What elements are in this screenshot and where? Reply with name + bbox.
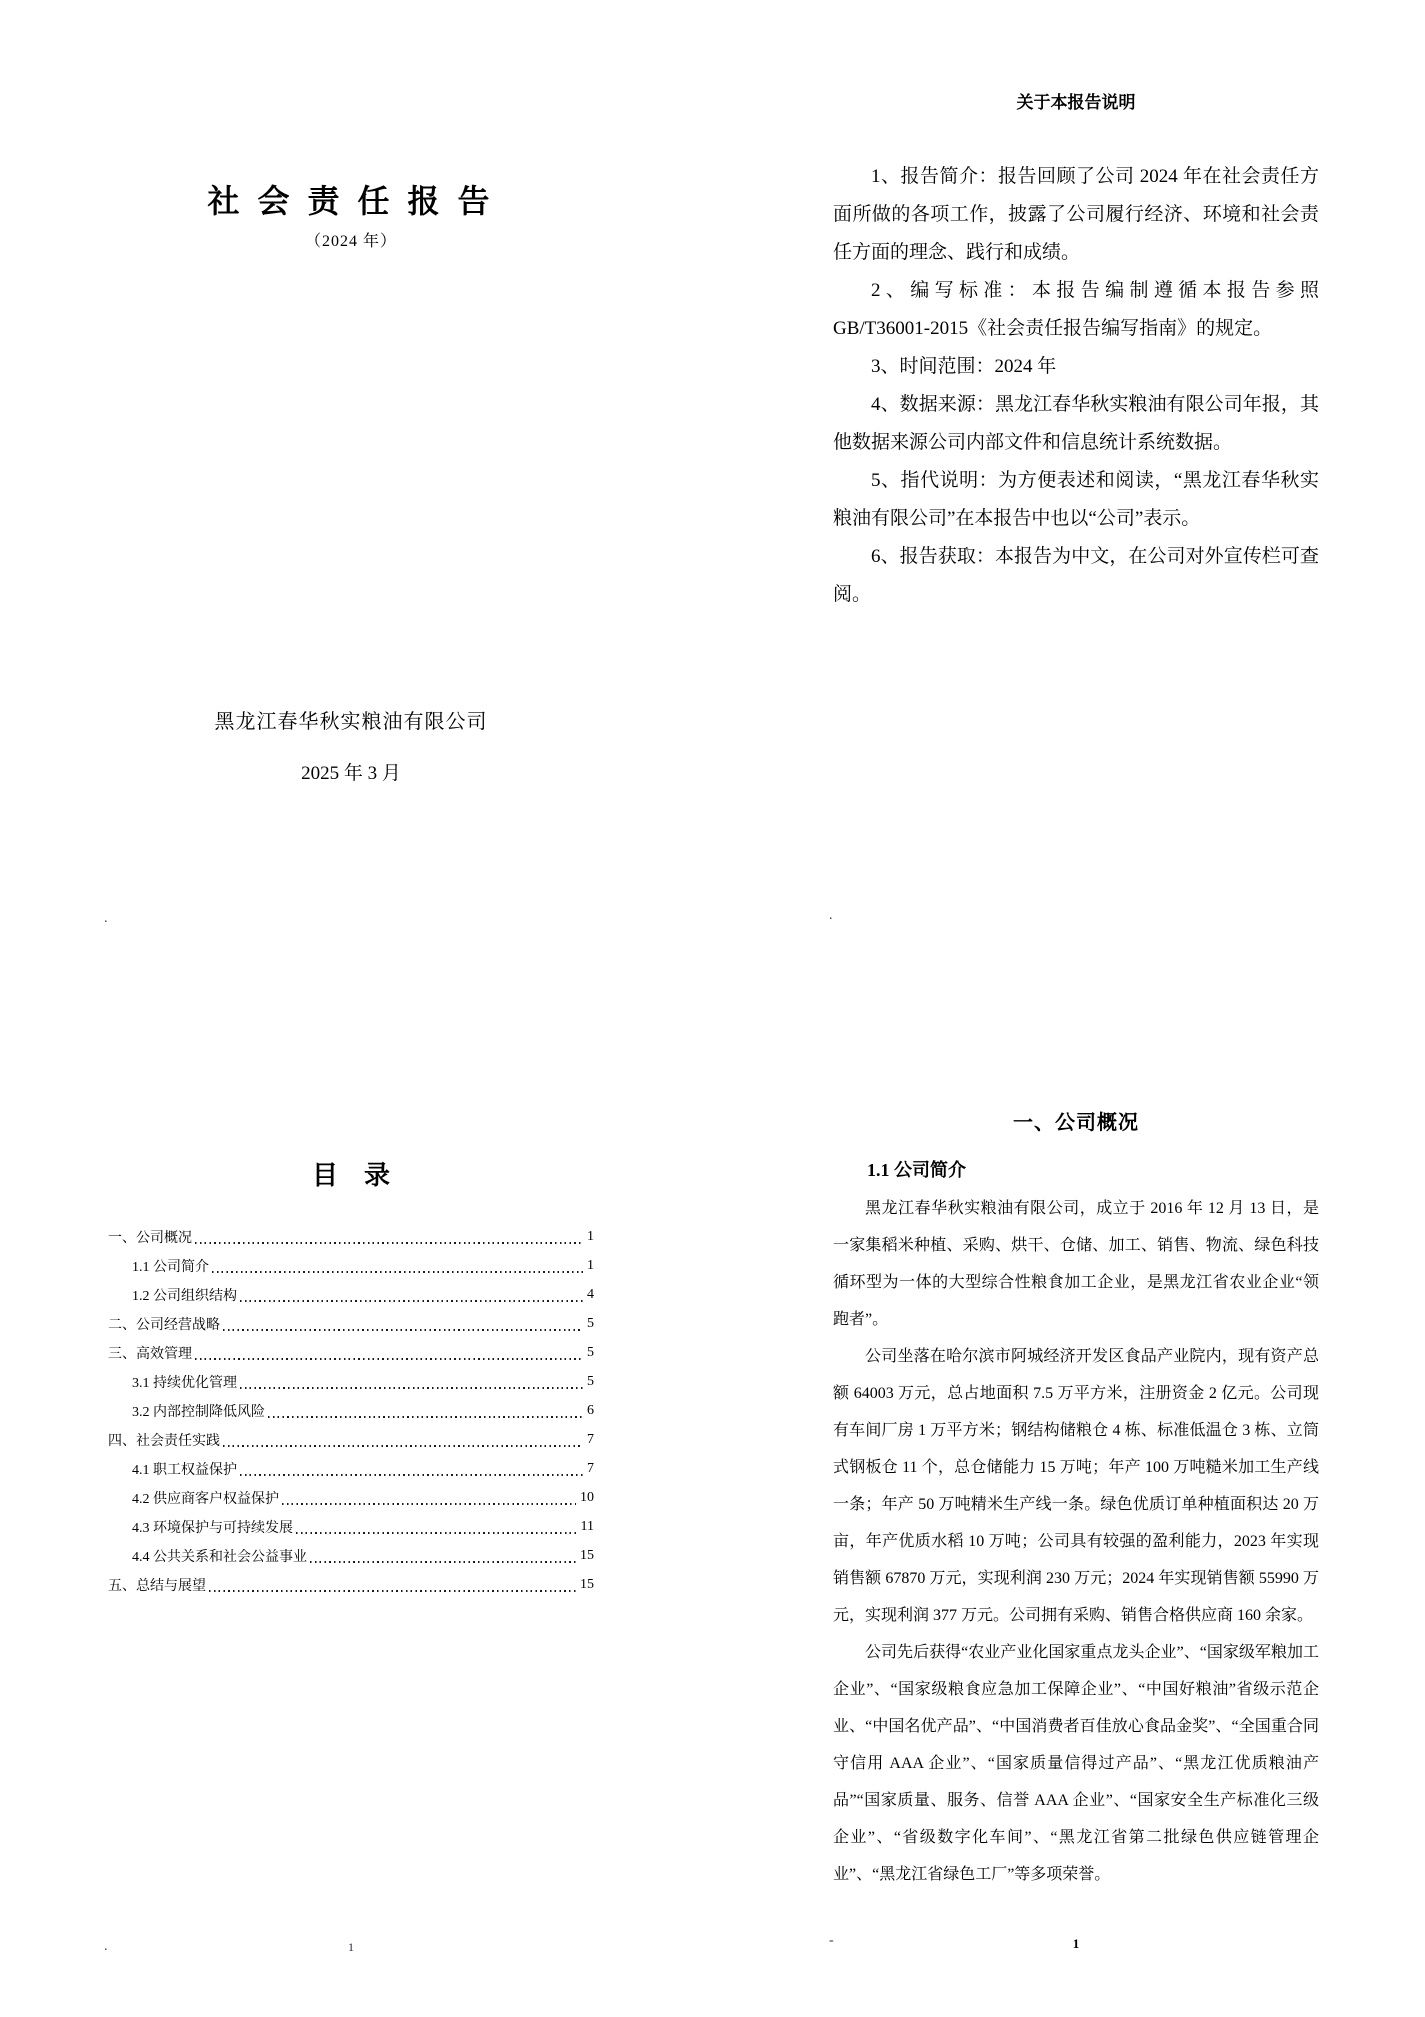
dot-leader [268,1416,583,1418]
toc-page-number: 4 [587,1286,594,1302]
toc-entry-label: 三、高效管理 [108,1346,192,1362]
toc-entry-business-strategy[interactable] [108,1309,594,1338]
toc-entry-csr-practice[interactable] [108,1425,594,1454]
toc-entry-label: 1.2 公司组织结构 [132,1288,237,1304]
toc-entry-label: 二、公司经营战略 [108,1317,220,1333]
report-title: 社 会 责 任 报 告 [207,183,495,219]
toc-entry-continuous-optimization[interactable] [108,1367,594,1396]
toc-page-number: 11 [580,1518,594,1534]
toc-entry-public-relations[interactable] [108,1541,594,1570]
about-item-5: 5、指代说明：为方便表述和阅读，“黑龙江春华秋实粮油有限公司”在本报告中也以“公司”表示。 [833,470,1319,529]
toc-entry-label: 一、公司概况 [108,1230,192,1246]
toc-page-number: 6 [587,1402,594,1418]
about-item-4: 4、数据来源：黑龙江春华秋实粮油有限公司年报，其他数据来源公司内部文件和信息统计系统数据。 [833,394,1319,453]
toc-entry-summary-outlook[interactable] [108,1570,594,1599]
toc-entry-employee-rights[interactable] [108,1454,594,1483]
toc-entry-label: 4.1 职工权益保护 [132,1462,237,1478]
dot-leader [296,1532,577,1534]
toc-page-number: 10 [580,1489,594,1505]
toc-heading: 目 录 [311,1161,390,1190]
stray-dash-page4: - [829,1933,834,1948]
about-item-3: 3、时间范围：2024 年 [871,356,1057,377]
toc-entry-label: 4.4 公共关系和社会公益事业 [132,1549,307,1565]
stray-dot-page1: . [104,911,108,926]
toc-entry-label: 四、社会责任实践 [108,1433,220,1449]
about-report-body [833,158,1319,614]
company-profile-paragraph-2: 公司坐落在哈尔滨市阿城经济开发区食品产业院内，现有资产总额 64003 万元，总占地面积 7.5 万平方米，注册资金 2 亿元。公司现有车间厂房 1 万平方米；钢结构储粮仓 4 栋、标准低温仓 3 栋、立筒式钢板仓 11 个，总仓储能力 15 万吨；年产 100 万吨糙米加工生产线一条；年产 50 万吨精米生产线一条。绿色优质订单种植面积达 20 万亩，年产优质水稻 10 万吨；公司具有较强的盈利能力，2023 年实现销售额 67870 万元，实现利润 230 万元；2024 年实现销售额 55990 万元，实现利润 377 万元。公司拥有采购、销售合格供应商 160 余家。 [833,1348,1319,1624]
subsection-heading-company-profile: 1.1 公司简介 [867,1160,966,1180]
toc-entry-internal-control[interactable] [108,1396,594,1425]
toc-entry-label: 1.1 公司简介 [132,1259,209,1275]
toc-page-number: 5 [587,1315,594,1331]
toc-page-number: 7 [587,1460,594,1476]
toc-page-number: 15 [580,1576,594,1592]
dot-leader [240,1387,583,1389]
dot-leader [223,1329,583,1331]
toc-entry-label: 五、总结与展望 [108,1578,206,1594]
dot-leader [209,1590,576,1592]
toc-entry-efficient-management[interactable] [108,1338,594,1367]
toc-page-number: 7 [587,1431,594,1447]
company-name: 黑龙江春华秋实粮油有限公司 [214,711,488,733]
page-number-toc-page: 1 [348,1940,354,1954]
toc-entry-label: 4.3 环境保护与可持续发展 [132,1520,293,1536]
toc-page-number: 1 [587,1228,594,1244]
page-number-overview-page: 1 [1072,1936,1080,1951]
report-date: 2025 年 3 月 [301,763,401,784]
toc-entry-supplier-customer-rights[interactable] [108,1483,594,1512]
toc-page-number: 15 [580,1547,594,1563]
toc-entry-org-structure[interactable] [108,1280,594,1309]
toc-entry-label: 4.2 供应商客户权益保护 [132,1491,279,1507]
toc-page-number: 5 [587,1344,594,1360]
dot-leader [223,1445,583,1447]
toc-entry-label: 3.1 持续优化管理 [132,1375,237,1391]
stray-dot-page2: . [829,908,833,923]
dot-leader [195,1358,583,1360]
dot-leader [282,1503,576,1505]
toc-entry-label: 3.2 内部控制降低风险 [132,1404,265,1420]
toc-entry-environment-sustainability[interactable] [108,1512,594,1541]
dot-leader [212,1271,583,1273]
toc-page-number: 5 [587,1373,594,1389]
company-profile-paragraph-1: 黑龙江春华秋实粮油有限公司，成立于 2016 年 12 月 13 日，是一家集稻米种植、采购、烘干、仓储、加工、销售、物流、绿色科技循环型为一体的大型综合性粮食加工企业，是黑龙江省农业企业“领跑者”。 [833,1200,1319,1328]
dot-leader [240,1474,583,1476]
dot-leader [310,1561,576,1563]
company-profile-paragraph-3: 公司先后获得“农业产业化国家重点龙头企业”、“国家级军粮加工企业”、“国家级粮食应急加工保障企业”、“中国好粮油”省级示范企业、“中国名优产品”、“中国消费者百佳放心食品金奖”、“全国重合同守信用 AAA 企业”、“国家质量信得过产品”、“黑龙江优质粮油产品”“国家质量、服务、信誉 AAA 企业”、“国家安全生产标准化三级企业”、“省级数字化车间”、“黑龙江省第二批绿色供应链管理企业”、“黑龙江省绿色工厂”等多项荣誉。 [833,1644,1319,1883]
toc-list [108,1222,594,1599]
section-heading-company-overview: 一、公司概况 [1013,1112,1139,1134]
dot-leader [240,1300,583,1302]
about-report-heading: 关于本报告说明 [1016,93,1136,112]
about-item-2: 2、编写标准：本报告编制遵循本报告参照 GB/T36001-2015《社会责任报告编写指南》的规定。 [833,280,1319,339]
about-item-6: 6、报告获取：本报告为中文，在公司对外宣传栏可查阅。 [833,546,1319,605]
toc-page-number: 1 [587,1257,594,1273]
report-year: （2024 年） [304,233,397,250]
stray-dot-page3: . [104,1939,108,1954]
dot-leader [195,1242,583,1244]
toc-entry-company-overview[interactable] [108,1222,594,1251]
company-overview-body [833,1190,1319,1893]
about-item-1: 1、报告简介：报告回顾了公司 2024 年在社会责任方面所做的各项工作，披露了公司履行经济、环境和社会责任方面的理念、践行和成绩。 [833,166,1319,263]
toc-entry-company-profile[interactable] [108,1251,594,1280]
